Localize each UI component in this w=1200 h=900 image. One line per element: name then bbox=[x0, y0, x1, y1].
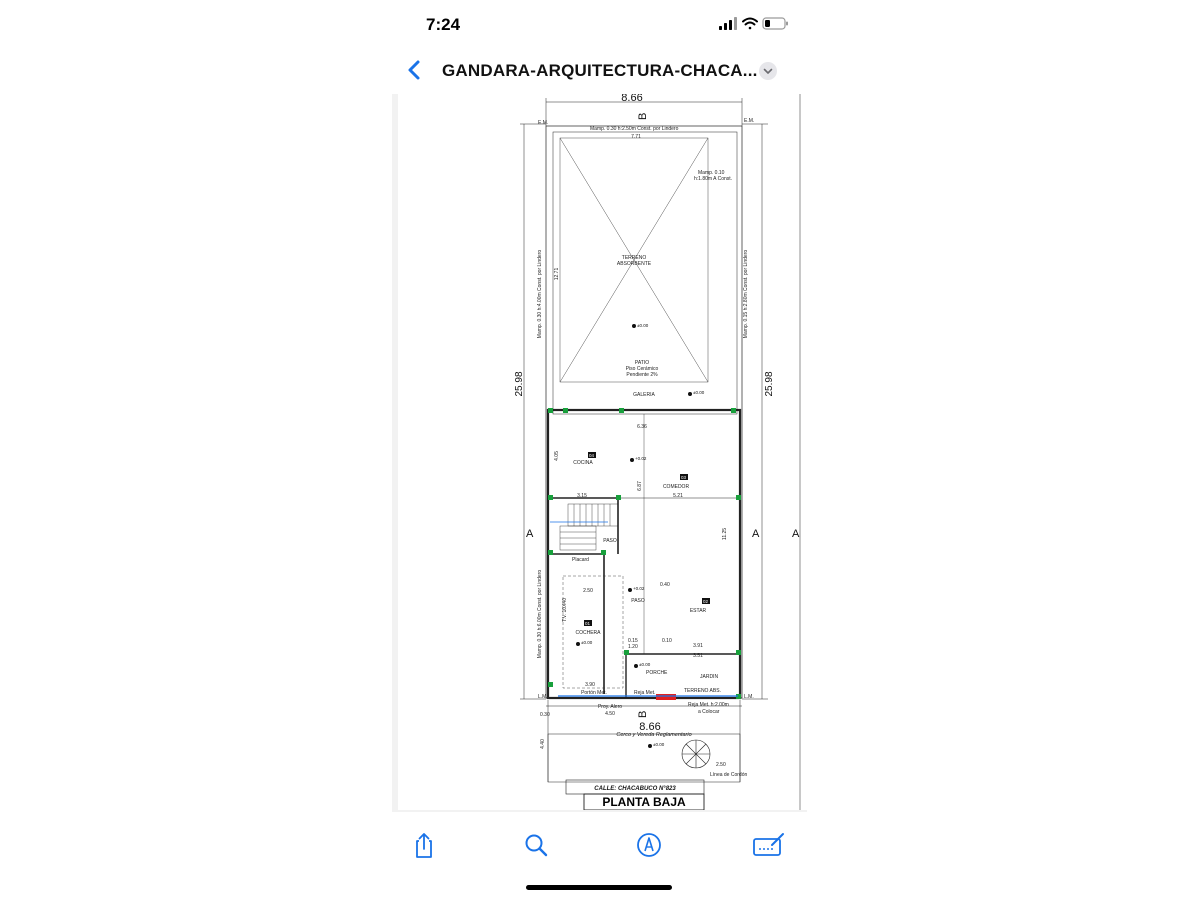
comedor-label: COMEDOR bbox=[662, 484, 690, 490]
level-galeria: ±0.00 bbox=[693, 390, 705, 395]
dim-010: 0.10 bbox=[662, 638, 672, 644]
estar-label: ESTAR bbox=[689, 608, 707, 614]
lm-label-left: L.M. bbox=[538, 694, 548, 700]
terreno-front-label: TERRENO ABS. bbox=[684, 688, 721, 694]
navigation-bar bbox=[392, 48, 807, 94]
edit-signature-button[interactable] bbox=[752, 830, 782, 860]
dim-120: 1.20 bbox=[628, 644, 638, 650]
linea-cordon: Línea de Cordón bbox=[710, 772, 748, 778]
dim-250: 2.50 bbox=[583, 588, 593, 594]
door-marker bbox=[656, 694, 676, 700]
mamp-small-2: h:1.80m A Const. bbox=[694, 176, 733, 182]
section-b-bottom: B bbox=[637, 710, 649, 718]
proy-alero: Proy. Alero bbox=[597, 704, 623, 710]
jardin-label: JARDIN bbox=[700, 674, 719, 680]
paso-label-1: PASO bbox=[603, 538, 617, 544]
placard-label: Placard bbox=[572, 557, 589, 563]
battery-icon bbox=[763, 18, 788, 29]
cellular-signal-icon bbox=[719, 17, 737, 30]
reja-note: Reja Met. h:2.00m bbox=[688, 702, 729, 708]
status-time: 7:24 bbox=[426, 15, 461, 34]
room-tag-cocina: 04 bbox=[589, 453, 595, 458]
level-cocina: +0.02 bbox=[635, 456, 647, 461]
dim-391: 3.91 bbox=[693, 643, 703, 649]
level-paso: +0.02 bbox=[633, 586, 645, 591]
level-patio: ±0.00 bbox=[637, 323, 649, 328]
terreno-label-2: ABSORBENTE bbox=[616, 261, 652, 267]
wifi-icon bbox=[743, 19, 757, 30]
status-icons bbox=[719, 17, 789, 36]
patio-pendiente: Pendiente 2% bbox=[626, 372, 658, 378]
dim-440: 4.40 bbox=[540, 739, 546, 749]
dim-040: 0.40 bbox=[660, 582, 670, 588]
dim-687: 6.87 bbox=[637, 481, 643, 491]
document-title[interactable]: GANDARA-ARQUITECTURA-CHACA... bbox=[442, 61, 758, 80]
dim-351: 3.51 bbox=[693, 653, 703, 659]
mamp-small: Mamp. 0.10 bbox=[698, 170, 725, 176]
markup-button[interactable] bbox=[634, 830, 664, 860]
cochera-label: COCHERA bbox=[575, 630, 601, 636]
dim-405: 4.05 bbox=[554, 451, 560, 461]
reja-label: Reja Met. bbox=[634, 690, 656, 696]
dim-771: 7.71 bbox=[631, 134, 641, 140]
room-tag-cochera: 01 bbox=[585, 621, 591, 626]
dim-636: 6.36 bbox=[637, 424, 647, 430]
section-a-left: A bbox=[526, 528, 534, 540]
tree-icon bbox=[682, 740, 710, 768]
bottom-toolbar bbox=[392, 812, 807, 872]
mamp-left-mid: Mamp. 0.30 h:6.00m Const. por Lindero bbox=[537, 569, 543, 659]
section-a-far-right: A bbox=[792, 528, 800, 540]
patio-label: PATIO bbox=[634, 360, 650, 366]
porche-label: PORCHE bbox=[646, 670, 668, 676]
a-colocar: a Colocar bbox=[698, 709, 720, 715]
dim-250-front: 2.50 bbox=[716, 762, 726, 768]
patio-piso: Piso Cerámico bbox=[625, 366, 659, 372]
share-button[interactable] bbox=[409, 830, 439, 860]
document-page bbox=[398, 94, 807, 810]
dim-left: 25.98 bbox=[514, 371, 525, 397]
back-button[interactable] bbox=[402, 56, 428, 84]
terreno-label-1: TERRENO bbox=[621, 255, 647, 261]
lm-label-right: L.M. bbox=[744, 694, 754, 700]
dim-top: 8.66 bbox=[621, 94, 643, 104]
porton-label: Portón Met. bbox=[581, 690, 607, 696]
search-icon bbox=[521, 830, 551, 860]
dim-015: 0.15 bbox=[628, 638, 638, 644]
paso-label-2: PASO bbox=[631, 598, 645, 604]
mamp-right: Mamp. 0.15 h:2.80m Const. por Lindero bbox=[743, 249, 749, 339]
mamp-top: Mamp. 0.30 h:2.50m Const. por Lindero bbox=[590, 126, 679, 132]
title-menu-button[interactable] bbox=[759, 62, 777, 80]
signature-icon bbox=[752, 830, 786, 860]
dim-521: 5.21 bbox=[673, 493, 683, 499]
chevron-down-icon bbox=[759, 62, 777, 80]
calle-label: CALLE: CHACABUCO N°823 bbox=[594, 786, 676, 792]
room-tag-estar: 02 bbox=[703, 599, 709, 604]
dim-030: 0.30 bbox=[540, 712, 550, 718]
galeria-label: GALERIA bbox=[633, 392, 655, 398]
level-cochera: ±0.00 bbox=[581, 640, 593, 645]
em-label-top-right: E.M. bbox=[744, 118, 755, 124]
dim-450: 4.50 bbox=[605, 711, 615, 717]
status-bar bbox=[392, 0, 807, 48]
dim-1125: 11.25 bbox=[722, 527, 728, 541]
share-icon bbox=[409, 830, 439, 860]
dim-315: 3.15 bbox=[577, 493, 587, 499]
cocina-label: COCINA bbox=[573, 460, 593, 466]
level-vereda: ±0.00 bbox=[653, 742, 665, 747]
dim-1271: 12.71 bbox=[554, 267, 560, 281]
cerco-label: Cerco y Vereda Reglamentario bbox=[616, 732, 692, 738]
phone-screen bbox=[392, 0, 807, 900]
document-viewer[interactable] bbox=[392, 94, 807, 814]
section-b-top: B bbox=[637, 112, 649, 120]
dim-390: 3.90 bbox=[585, 682, 595, 688]
markup-pen-icon bbox=[634, 830, 664, 860]
room-tag-comedor: 03 bbox=[681, 475, 687, 480]
planta-baja-title: PLANTA BAJA bbox=[602, 795, 686, 809]
tv-label: T.V. 10X40 bbox=[562, 597, 568, 623]
dim-right: 25.98 bbox=[764, 371, 775, 397]
level-porche: ±0.00 bbox=[639, 662, 651, 667]
floor-plan-drawing bbox=[398, 94, 807, 810]
search-button[interactable] bbox=[521, 830, 551, 860]
mamp-left-top: Mamp. 0.30 h:4.00m Const. por Lindero bbox=[537, 249, 543, 339]
section-a-right: A bbox=[752, 528, 760, 540]
dim-bottom: 8.66 bbox=[639, 721, 661, 733]
home-indicator[interactable] bbox=[526, 885, 672, 890]
chevron-left-icon bbox=[402, 56, 428, 84]
em-label-top-left: E.M. bbox=[538, 120, 549, 126]
